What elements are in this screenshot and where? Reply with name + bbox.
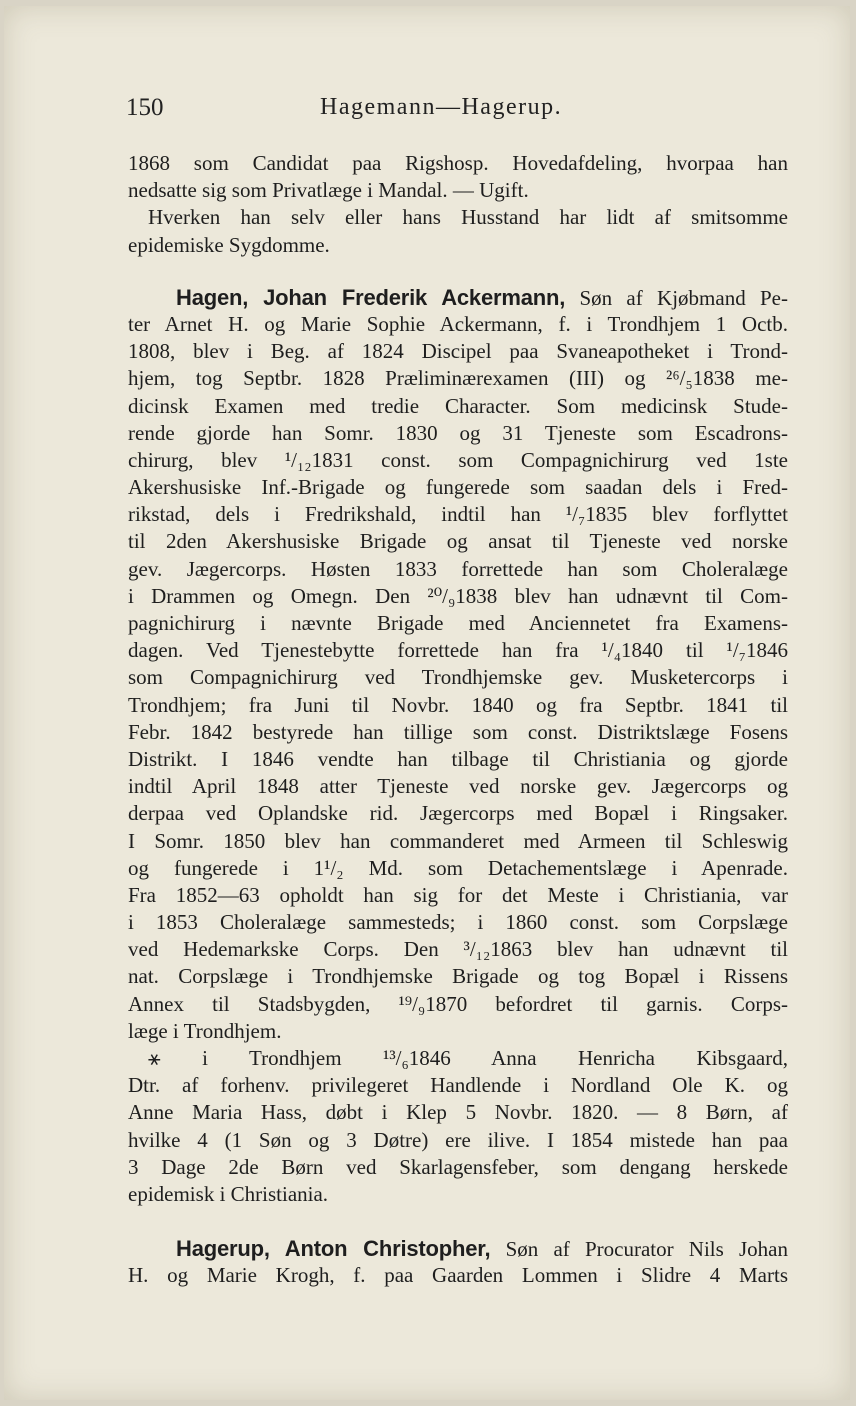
text-line: Fra 1852—63 opholdt han sig for det Meste i Christiania, var: [128, 882, 788, 907]
text-line: pagnichirurg i nævnte Brigade med Anciennetet fra Examens-: [128, 611, 788, 635]
text-line: gev. Jægercorps. Høsten 1833 forrettede han som Choleralæge: [128, 556, 788, 581]
text-line: Dtr. af forhenv. privilegeret Handlende i Nordland Ole K. og: [128, 1073, 788, 1098]
text-line: derpaa ved Oplandske rid. Jægercorps med Bopæl i Ringsaker.: [128, 801, 788, 826]
book-page: [4, 6, 850, 1400]
entry-hagerup: [128, 1235, 788, 1289]
text-line: hvilke 4 (1 Søn og 3 Døtre) ere ilive. I 1854 mistede han paa: [128, 1127, 788, 1152]
text-line: I Somr. 1850 blev han commanderet med Armeen til Schleswig: [128, 828, 788, 853]
text-line: i Drammen og Omegn. Den ²⁰/₉1838 blev han udnævnt til Com-: [128, 583, 788, 608]
entry-hagen: [128, 284, 788, 1208]
text-line: Distrikt. I 1846 vendte han tilbage til Christiania og gjorde: [128, 746, 788, 771]
text-line: Febr. 1842 bestyrede han tillige som const. Distriktslæge Fosens: [128, 719, 788, 744]
text-line: rikstad, dels i Fredrikshald, indtil han ¹/₇1835 blev forflyttet: [128, 502, 788, 527]
text-line: indtil April 1848 atter Tjeneste ved norske gev. Jægercorps og: [128, 774, 788, 799]
text-line: nedsatte sig som Privatlæge i Mandal. — Ugift.: [128, 178, 529, 203]
entry-name: Hagerup, Anton Christopher,: [176, 1236, 491, 1262]
page-body: [128, 150, 788, 1290]
text-line: 3 Dage 2de Børn ved Skarlagensfeber, som dengang herskede: [128, 1154, 788, 1179]
text-line: Hverken han selv eller hans Husstand har lidt af smitsomme: [148, 205, 788, 230]
text-line: ved Hedemarkske Corps. Den ³/₁₂1863 blev han udnævnt til: [128, 937, 788, 962]
page-number: 150: [126, 94, 164, 121]
text-line: chirurg, blev ¹/₁₂1831 const. som Compagnichirurg ved 1ste: [128, 447, 788, 472]
text-line: 1868 som Candidat paa Rigshosp. Hovedafdeling, hvorpaa han: [128, 151, 788, 175]
text-line: H. og Marie Krogh, f. paa Gaarden Lommen i Slidre 4 Marts: [128, 1263, 788, 1288]
entry-first-line-text: Søn af Kjøbmand Pe-: [579, 285, 788, 310]
running-title: Hagemann—Hagerup.: [320, 94, 563, 120]
text-line: Anne Maria Hass, døbt i Klep 5 Novbr. 1820. — 8 Børn, af: [128, 1100, 788, 1125]
entry-first-line: [128, 284, 788, 311]
text-line: epidemisk i Christiania.: [128, 1181, 329, 1206]
marriage-line: ⚹ i Trondhjem ¹³/₆1846 Anna Henricha Kibsgaard,: [148, 1046, 788, 1070]
text-line: dicinsk Examen med tredie Character. Som medicinsk Stude-: [128, 393, 788, 418]
text-line: epidemiske Sygdomme.: [128, 232, 330, 257]
text-line: nat. Corpslæge i Trondhjemske Brigade og tog Bopæl i Rissens: [128, 964, 788, 989]
text-line: Akershusiske Inf.-Brigade og fungerede som saadan dels i Fred-: [128, 475, 788, 500]
entry-first-line: [128, 1235, 788, 1262]
text-line: som Compagnichirurg ved Trondhjemske gev. Musketercorps i: [128, 665, 788, 690]
entry-first-line-text: Søn af Procurator Nils Johan: [505, 1237, 788, 1262]
text-line: til 2den Akershusiske Brigade og ansat til Tjeneste ved norske: [128, 529, 788, 554]
text-line: hjem, tog Septbr. 1828 Præliminærexamen (III) og ²⁶/₅1838 me-: [128, 366, 788, 391]
text-line: rende gjorde han Somr. 1830 og 31 Tjeneste som Escadrons-: [128, 420, 788, 445]
text-line: ter Arnet H. og Marie Sophie Ackermann, f. i Trondhjem 1 Octb.: [128, 311, 788, 336]
text-line: læge i Trondhjem.: [128, 1018, 282, 1043]
text-line: Trondhjem; fra Juni til Novbr. 1840 og fra Septbr. 1841 til: [128, 692, 788, 717]
text-line: dagen. Ved Tjenestebytte forrettede han fra ¹/₄1840 til ¹/₇1846: [128, 638, 788, 663]
entry-hagemann-continuation: [128, 150, 788, 259]
entry-name: Hagen, Johan Frederik Ackermann,: [176, 284, 566, 310]
text-line: Annex til Stadsbygden, ¹⁹/₉1870 befordret til garnis. Corps-: [128, 991, 788, 1016]
text-line: i 1853 Choleralæge sammesteds; i 1860 const. som Corpslæge: [128, 910, 788, 935]
text-line: 1808, blev i Beg. af 1824 Discipel paa Svaneapotheket i Trond-: [128, 339, 788, 364]
text-line: og fungerede i 1¹/₂ Md. som Detachementslæge i Apenrade.: [128, 855, 788, 880]
